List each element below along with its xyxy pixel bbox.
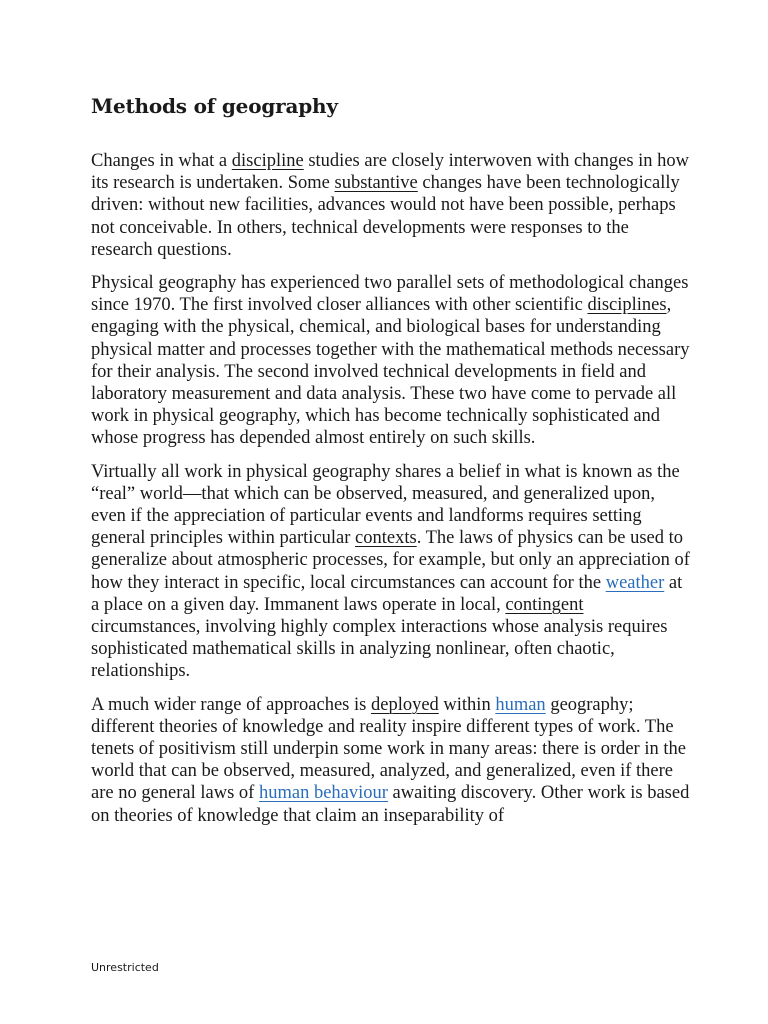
classification-footer: Unrestricted [91, 961, 159, 974]
link-contingent[interactable]: contingent [505, 594, 584, 615]
p2-text-2: , engaging with the physical, chemical, and biological bases for understanding physical matter and processes together with the mathematical methods necessary for their analysis. The second involved technical developments in field and laboratory measurement and data analysis. These two have come to pervade all work in physical geography, which has become technically sophisticated and whose progress has depended almost entirely on such skills. [91, 295, 690, 449]
p4-text-2: within [438, 694, 496, 715]
p4-text-3: geography; different theories of knowledge and reality inspire different types of work. The tenets of positivism still underpin some work in many areas: there is order in the world that can be observed, measured, analyzed, and generalized, even if there are no general laws of [91, 694, 686, 804]
p2-text-1: Physical geography has experienced two parallel sets of methodological changes since 1970. The first involved closer alliances with other scientific [91, 273, 689, 316]
paragraph-1 [91, 150, 691, 261]
link-contexts[interactable]: contexts [355, 528, 417, 549]
paragraph-3 [91, 461, 691, 683]
link-deployed[interactable]: deployed [370, 694, 439, 715]
p3-text-1: Virtually all work in physical geography shares a belief in what is known as the “real” world—that which can be observed, measured, and generalized upon, even if the appreciation of particular events and landforms requires setting general principles within particular [91, 461, 680, 549]
p3-text-4: circumstances, involving highly complex interactions whose analysis requires sophisticated mathematical skills in analyzing nonlinear, often chaotic, relationships. [91, 617, 668, 682]
p1-text-2: studies are closely interwoven with changes in how its research is undertaken. Some [91, 151, 690, 194]
link-human-behaviour[interactable]: human behaviour [258, 783, 388, 804]
link-disciplines[interactable]: disciplines [587, 295, 667, 316]
link-discipline[interactable]: discipline [231, 151, 304, 171]
document-body [91, 90, 691, 838]
p4-text-1: A much wider range of approaches is [91, 694, 371, 715]
p1-text-1: Changes in what a [91, 151, 232, 171]
p1-text-3: changes have been technologically driven: without new facilities, advances would not have been possible, perhaps not conceivable. In others, technical developments were responses to the research questions. [91, 173, 680, 260]
link-substantive[interactable]: substantive [334, 173, 418, 194]
link-weather[interactable]: weather [605, 572, 665, 593]
p3-text-2: . The laws of physics can be used to generalize about atmospheric processes, for example, but only an appreciation of how they interact in specific, local circumstances can account for the [91, 528, 690, 593]
link-human[interactable]: human [495, 694, 546, 715]
page-title: Methods of geography [91, 94, 338, 118]
p4-text-4: awaiting discovery. Other work is based on theories of knowledge that claim an inseparability of [91, 783, 690, 826]
paragraph-2 [91, 272, 691, 450]
p3-text-3: at a place on a given day. Immanent laws operate in local, [91, 572, 683, 615]
paragraph-4 [91, 694, 691, 827]
